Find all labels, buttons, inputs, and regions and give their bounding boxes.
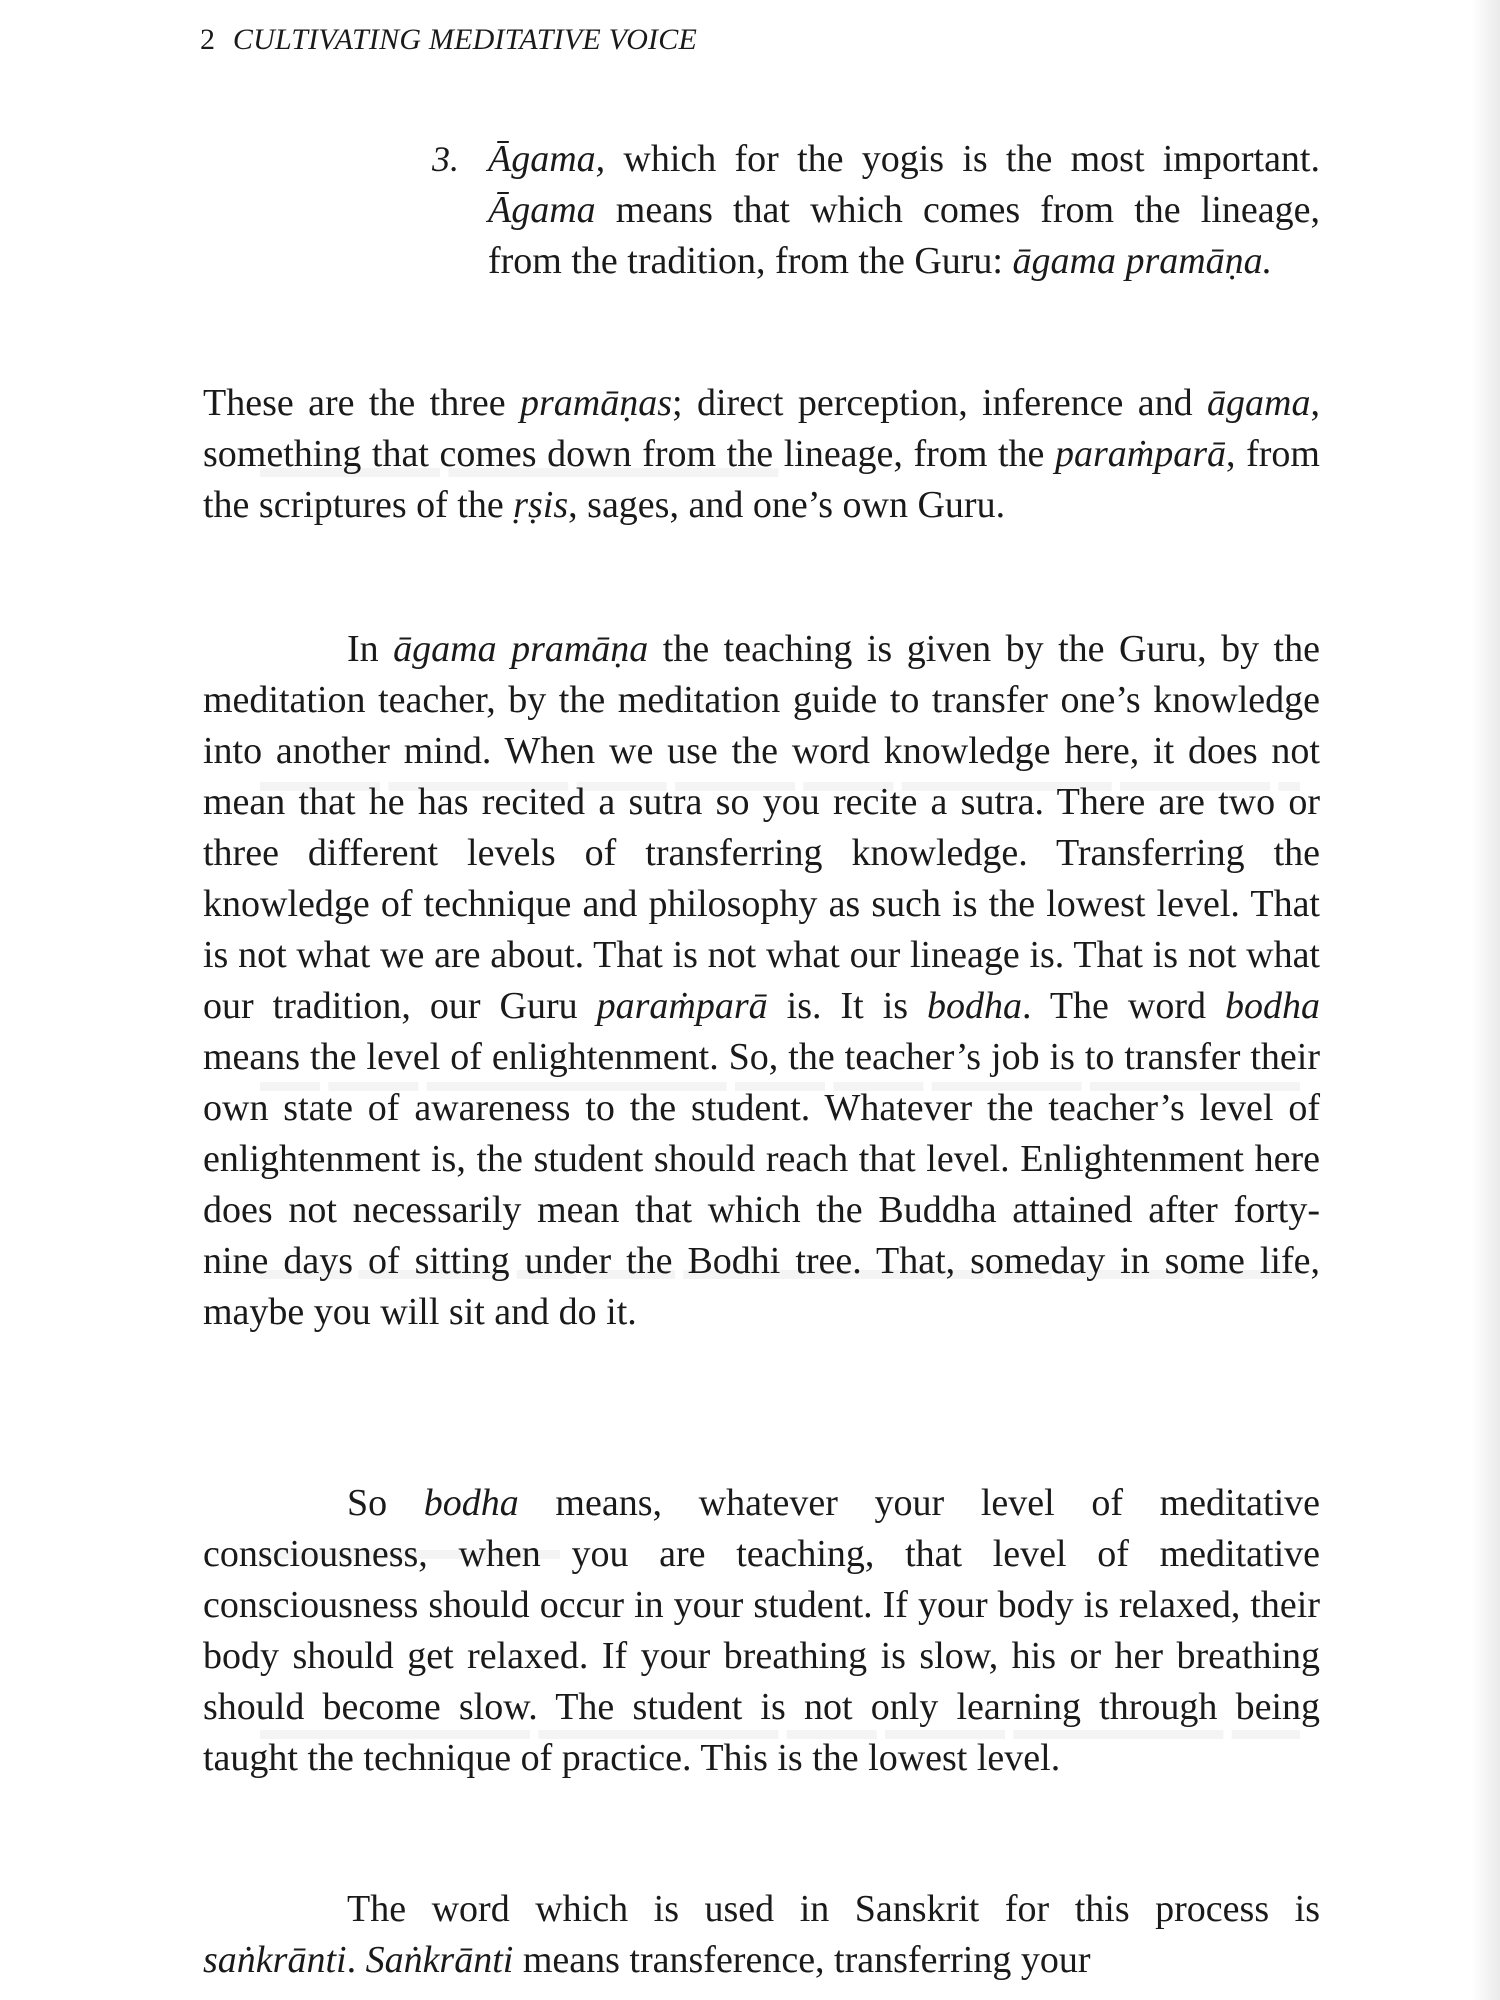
term-sankranti: saṅkrānti xyxy=(203,1939,347,1981)
text-run: which for the yogis is the most important. xyxy=(605,138,1320,180)
paragraph-pramanas xyxy=(203,378,1320,531)
text-run: means the level of enlightenment. So, the teacher’s job is to transfer their own state of awareness to the student. Whatever the teacher’s level of enlightenment is, the student should reach that level. Enlightenment here does not necessarily mean that which the Buddha attained after forty-nine days of sitting under the Bodhi tree. That, someday in some life, maybe you will sit and do it. xyxy=(203,1036,1320,1333)
text-run: So xyxy=(347,1482,424,1524)
list-item-number: 3. xyxy=(432,139,459,179)
text-run: , sages, and one’s own Guru. xyxy=(568,484,1006,526)
text-run: the teaching is given by the Guru, by the meditation teacher, by the meditation guide to transfer one’s knowledge into another mind. When we use the word knowledge here, it does not mean that he has recited a sutra so you recite a sutra. There are two or three different levels of transferring knowledge. Transferring the knowledge of technique and philosophy as such is the lowest level. That is not what we are about. That is not what our lineage is. That is not what our tradition, our Guru xyxy=(203,628,1320,1027)
text-run: The word which is used in Sanskrit for this process is xyxy=(347,1888,1320,1930)
term-agama-pramana: āgama pramāṇa. xyxy=(1012,240,1273,282)
text-run: , something that comes down from the lineage, from the xyxy=(203,382,1320,475)
page-number: 2 xyxy=(200,23,216,56)
term-sankranti: Saṅkrānti xyxy=(365,1939,514,1981)
list-item-text xyxy=(488,134,1320,287)
term-agama: āgama xyxy=(1207,382,1311,424)
term-bodha: bodha xyxy=(1225,985,1320,1027)
text-run: ; direct perception, inference and xyxy=(672,382,1208,424)
term-parampara: paraṁparā xyxy=(1055,433,1227,475)
running-title: CULTIVATING MEDITATIVE VOICE xyxy=(232,23,697,56)
text-run: In xyxy=(347,628,394,670)
term-rsis: ṛṣis xyxy=(513,484,569,526)
text-run: These are the three xyxy=(203,382,520,424)
running-header xyxy=(200,18,697,62)
text-run: . xyxy=(346,1939,366,1981)
term-agama-pramana: āgama pramāṇa xyxy=(393,628,649,670)
paragraph-agama-pramana xyxy=(203,624,1320,1338)
term-pramanas: pramāṇas xyxy=(520,382,673,424)
text-run: . The word xyxy=(1022,985,1225,1027)
paragraph-bodha xyxy=(203,1478,1320,1784)
text-run: , from the scriptures of the xyxy=(203,433,1320,526)
text-run: means, whatever your level of meditative consciousness, when you are teaching, that level of meditative consciousness should occur in your student. If your body is relaxed, their body should get relaxed. If your breathing is slow, his or her breathing should become slow. The student is not only learning through being taught the technique of practice. This is the lowest level. xyxy=(203,1482,1320,1779)
page-edge-shadow xyxy=(1472,0,1500,2000)
term-agama: Āgama, xyxy=(488,138,606,180)
term-agama: Āgama xyxy=(488,189,596,231)
term-bodha: bodha xyxy=(423,1482,519,1524)
paragraph-sankranti xyxy=(203,1884,1320,1986)
text-run: means transference, transferring your xyxy=(513,1939,1091,1981)
term-parampara: paraṁparā xyxy=(596,985,768,1027)
text-run: is. It is xyxy=(767,985,928,1027)
text-run: means that which comes from the lineage, from the tradition, from the Guru: xyxy=(488,189,1320,282)
term-bodha: bodha xyxy=(927,985,1023,1027)
